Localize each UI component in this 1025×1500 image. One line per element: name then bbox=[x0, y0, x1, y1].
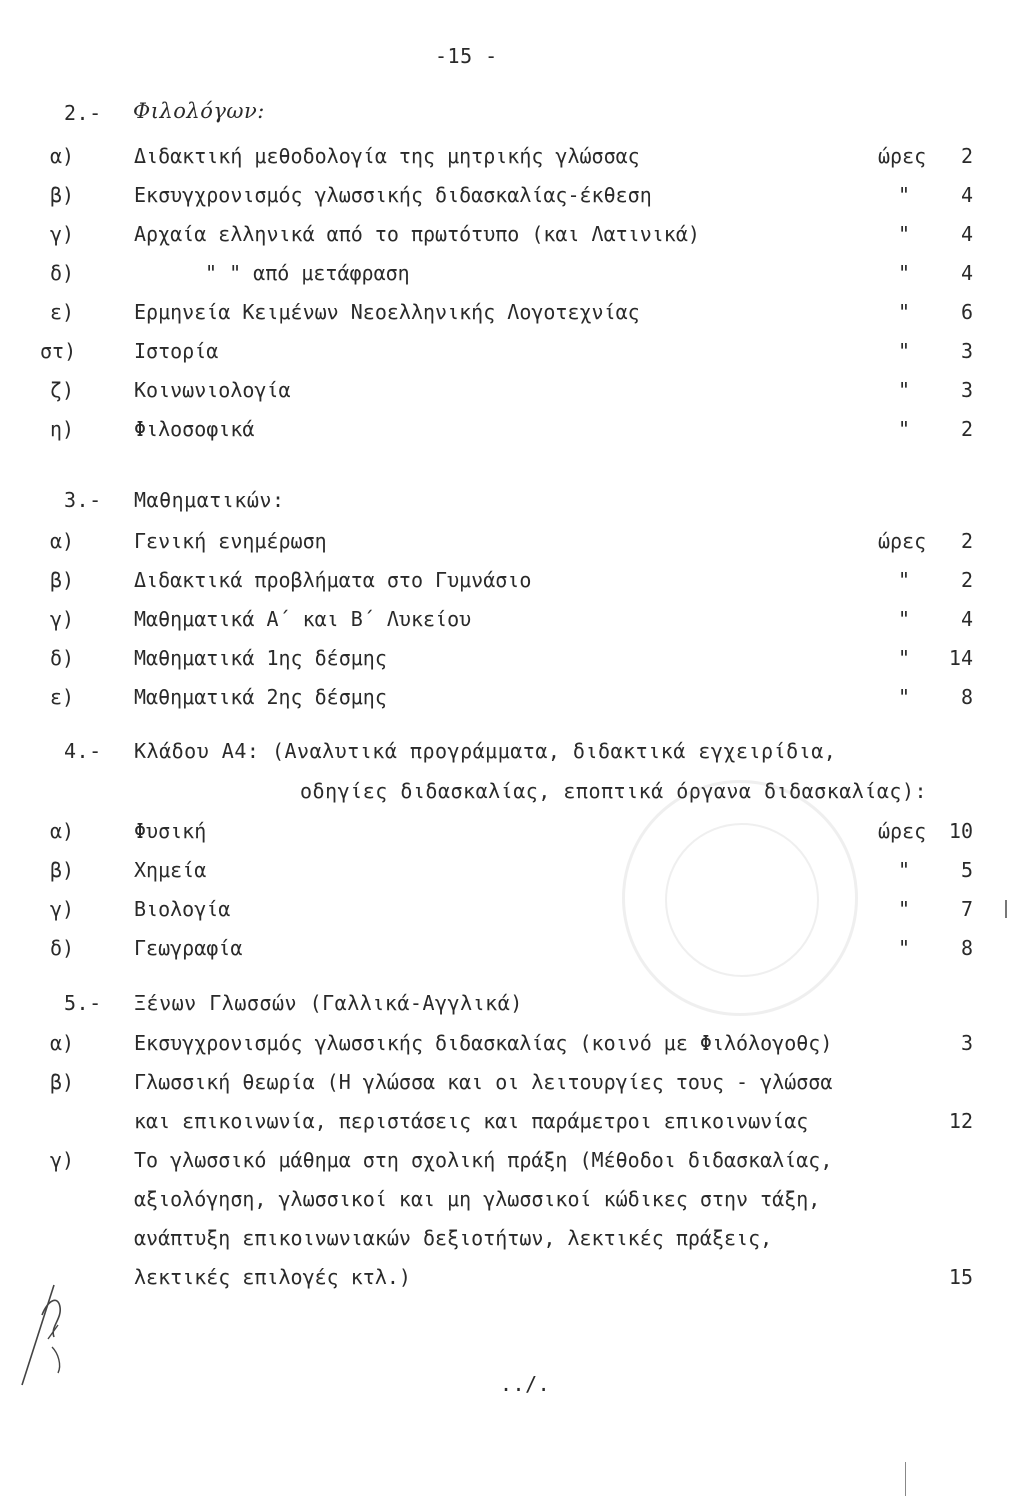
page-number: -15 - bbox=[435, 44, 498, 68]
hours-value: 4 bbox=[960, 607, 973, 631]
hours-unit: " bbox=[898, 222, 911, 246]
item-label: δ) bbox=[50, 936, 75, 960]
hours-unit: " bbox=[898, 646, 911, 670]
item-label: στ) bbox=[40, 339, 77, 363]
item-label: ζ) bbox=[50, 378, 75, 402]
hours-value: 14 bbox=[948, 646, 973, 670]
hours-value: 12 bbox=[948, 1109, 973, 1133]
list-item bbox=[0, 639, 1025, 677]
item-text: Φιλοσοφικά bbox=[134, 417, 255, 441]
hours-unit: " bbox=[898, 339, 911, 363]
section-3-number: 3.- bbox=[64, 488, 102, 512]
list-item bbox=[0, 332, 1025, 370]
list-item bbox=[0, 254, 1025, 292]
item-label: γ) bbox=[50, 897, 75, 921]
item-text: Μαθηματικά 1ης δέσμης bbox=[134, 646, 387, 670]
item-text: Χημεία bbox=[134, 858, 207, 882]
stamp-inner-ring bbox=[665, 823, 819, 977]
section-2-number: 2.- bbox=[64, 101, 102, 125]
list-item-continued bbox=[0, 1219, 1025, 1257]
item-text: Γλωσσική θεωρία (Η γλώσσα και οι λειτουργίες τους - γλώσσα bbox=[134, 1070, 833, 1094]
hours-value: 8 bbox=[960, 936, 973, 960]
item-text: λεκτικές επιλογές κτλ.) bbox=[134, 1265, 411, 1289]
item-text: Γεωγραφία bbox=[134, 936, 243, 960]
hours-value: 2 bbox=[960, 529, 973, 553]
list-item bbox=[0, 410, 1025, 448]
hours-unit: " bbox=[898, 607, 911, 631]
list-item bbox=[0, 600, 1025, 638]
signature bbox=[14, 1255, 74, 1415]
continuation-mark: ../. bbox=[500, 1372, 551, 1396]
item-label: α) bbox=[50, 819, 75, 843]
item-text: και επικοινωνία, περιστάσεις και παράμετροι επικοινωνίας bbox=[134, 1109, 809, 1133]
hours-unit: ώρες bbox=[878, 529, 927, 553]
list-item bbox=[0, 1141, 1025, 1179]
section-5-heading: Ξένων Γλωσσών (Γαλλικά-Αγγλικά) bbox=[134, 991, 523, 1015]
section-2-heading: Φιλολόγων: bbox=[133, 99, 265, 123]
list-item bbox=[0, 137, 1025, 175]
item-text: Κοινωνιολογία bbox=[134, 378, 291, 402]
item-label: δ) bbox=[50, 646, 75, 670]
section-3-heading: Μαθηματικών: bbox=[134, 488, 285, 512]
list-item-continued bbox=[0, 1102, 1025, 1140]
hours-value: 6 bbox=[960, 300, 973, 324]
list-item-continued bbox=[0, 1258, 1025, 1296]
item-label: β) bbox=[50, 183, 75, 207]
hours-value: 4 bbox=[960, 183, 973, 207]
hours-value: 2 bbox=[960, 417, 973, 441]
item-text: Μαθηματικά 2ης δέσμης bbox=[134, 685, 387, 709]
list-item bbox=[0, 293, 1025, 331]
item-text: Μαθηματικά Α΄ και Β΄ Λυκείου bbox=[134, 607, 472, 631]
hours-unit: " bbox=[898, 936, 911, 960]
item-text: Διδακτική μεθοδολογία της μητρικής γλώσσας bbox=[134, 144, 640, 168]
hours-unit: " bbox=[898, 897, 911, 921]
list-item bbox=[0, 176, 1025, 214]
list-item bbox=[0, 929, 1025, 967]
list-item-continued bbox=[0, 1180, 1025, 1218]
hours-value: 4 bbox=[960, 261, 973, 285]
item-text: " " από μετάφραση bbox=[205, 261, 410, 285]
hours-unit: " bbox=[898, 183, 911, 207]
hours-value: 4 bbox=[960, 222, 973, 246]
item-label: ε) bbox=[50, 685, 75, 709]
hours-unit: ώρες bbox=[878, 144, 927, 168]
hours-value: 10 bbox=[948, 819, 973, 843]
item-text: Ιστορία bbox=[134, 339, 219, 363]
section-4-heading-continued: οδηγίες διδασκαλίας, εποπτικά όργανα διδασκαλίας): bbox=[300, 779, 928, 803]
hours-value: 2 bbox=[960, 568, 973, 592]
list-item bbox=[0, 851, 1025, 889]
margin-mark bbox=[1005, 900, 1007, 918]
item-label: β) bbox=[50, 858, 75, 882]
margin-mark bbox=[905, 1462, 906, 1496]
item-label: α) bbox=[50, 529, 75, 553]
item-text: Διδακτικά προβλήματα στο Γυμνάσιο bbox=[134, 568, 532, 592]
list-item bbox=[0, 561, 1025, 599]
item-label: α) bbox=[50, 1031, 75, 1055]
hours-unit: " bbox=[898, 300, 911, 324]
item-label: γ) bbox=[50, 222, 75, 246]
list-item bbox=[0, 215, 1025, 253]
hours-value: 8 bbox=[960, 685, 973, 709]
hours-value: 5 bbox=[960, 858, 973, 882]
list-item bbox=[0, 522, 1025, 560]
item-text: Αρχαία ελληνικά από το πρωτότυπο (και Λατινικά) bbox=[134, 222, 700, 246]
item-text: Βιολογία bbox=[134, 897, 231, 921]
item-label: δ) bbox=[50, 261, 75, 285]
hours-value: 3 bbox=[960, 339, 973, 363]
item-text: Ερμηνεία Κειμένων Νεοελληνικής Λογοτεχνίας bbox=[134, 300, 640, 324]
list-item bbox=[0, 1063, 1025, 1101]
item-label: β) bbox=[50, 1070, 75, 1094]
item-text: Φυσική bbox=[134, 819, 207, 843]
item-text: αξιολόγηση, γλωσσικοί και μη γλωσσικοί κώδικες στην τάξη, bbox=[134, 1187, 821, 1211]
hours-unit: " bbox=[898, 685, 911, 709]
item-label: γ) bbox=[50, 607, 75, 631]
section-4-heading: Κλάδου Α4: (Αναλυτικά προγράμματα, διδακτικά εγχειρίδια, bbox=[134, 739, 837, 763]
hours-value: 3 bbox=[960, 1031, 973, 1055]
hours-value: 7 bbox=[960, 897, 973, 921]
hours-unit: " bbox=[898, 378, 911, 402]
item-label: β) bbox=[50, 568, 75, 592]
list-item bbox=[0, 890, 1025, 928]
item-text: ανάπτυξη επικοινωνιακών δεξιοτήτων, λεκτικές πράξεις, bbox=[134, 1226, 773, 1250]
item-label: η) bbox=[50, 417, 75, 441]
item-text: Εκσυγχρονισμός γλωσσικής διδασκαλίας (κοινό με Φιλόλογοθς) bbox=[134, 1031, 833, 1055]
hours-value: 3 bbox=[960, 378, 973, 402]
hours-unit: " bbox=[898, 858, 911, 882]
item-text: Το γλωσσικό μάθημα στη σχολική πράξη (Μέθοδοι διδασκαλίας, bbox=[134, 1148, 833, 1172]
hours-unit: " bbox=[898, 417, 911, 441]
list-item bbox=[0, 678, 1025, 716]
list-item bbox=[0, 371, 1025, 409]
section-5-number: 5.- bbox=[64, 991, 102, 1015]
list-item bbox=[0, 1024, 1025, 1062]
item-text: Εκσυγχρονισμός γλωσσικής διδασκαλίας-έκθεση bbox=[134, 183, 652, 207]
hours-value: 2 bbox=[960, 144, 973, 168]
hours-value: 15 bbox=[948, 1265, 973, 1289]
list-item bbox=[0, 812, 1025, 850]
hours-unit: " bbox=[898, 261, 911, 285]
hours-unit: ώρες bbox=[878, 819, 927, 843]
item-label: ε) bbox=[50, 300, 75, 324]
stamp-bleedthrough bbox=[622, 780, 858, 1016]
item-text: Γενική ενημέρωση bbox=[134, 529, 327, 553]
item-label: γ) bbox=[50, 1148, 75, 1172]
section-4-number: 4.- bbox=[64, 739, 102, 763]
item-label: α) bbox=[50, 144, 75, 168]
hours-unit: " bbox=[898, 568, 911, 592]
